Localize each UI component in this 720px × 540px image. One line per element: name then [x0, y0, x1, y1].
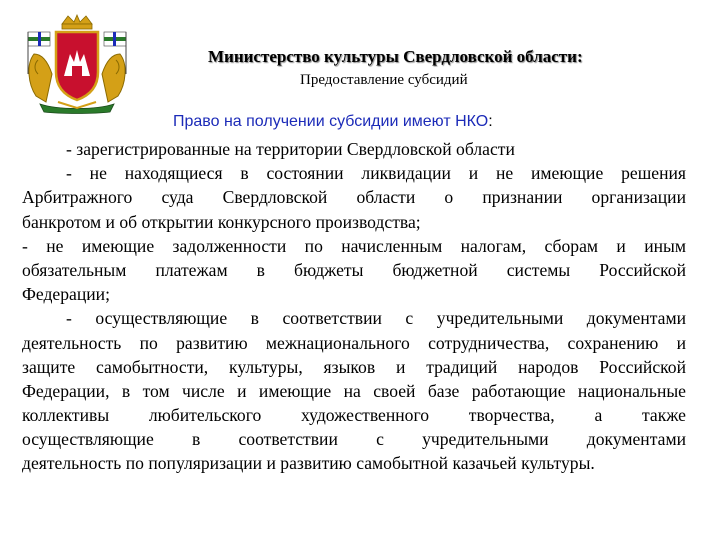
text-line: банкротом и об открытии конкурсного производства;	[22, 211, 421, 232]
rights-heading-text: Право на получении субсидии имеют НКО	[173, 113, 489, 130]
text-line: обязательным платежам в бюджеты бюджетной системы Российской	[22, 259, 686, 280]
text-line: защите самобытности, культуры, языков и традиций народов Российской	[22, 356, 686, 377]
eligibility-text	[22, 137, 686, 476]
text-line: Арбитражного суда Свердловской области о признании организации	[22, 187, 686, 208]
ministry-title: Министерство культуры Свердловской области:	[208, 47, 583, 66]
text-line: деятельность по развитию межнационального сотрудничества, сохранению и	[22, 332, 686, 353]
text-line: - не имеющие задолженности по начисленным налогам, сборам и иным	[22, 235, 686, 256]
rights-heading-colon: :	[488, 113, 493, 130]
text-line: - осуществляющие в соответствии с учредительными документами	[66, 308, 686, 329]
page-subtitle: Предоставление субсидий	[300, 72, 468, 88]
sverdlovsk-coat-of-arms-icon	[18, 14, 136, 114]
text-line: Федерации;	[22, 284, 110, 305]
text-line: - зарегистрированные на территории Свердловской области	[66, 139, 515, 159]
rights-heading	[173, 113, 493, 131]
text-line: Федерации, в том числе и имеющие на своей базе работающие национальные	[22, 380, 686, 401]
text-line: осуществляющие в соответствии с учредительными документами	[22, 429, 686, 450]
text-line: - не находящиеся в состоянии ликвидации и не имеющие решения	[66, 163, 686, 184]
text-line: коллективы любительского художественного творчества, а также	[22, 405, 686, 426]
text-line: деятельность по популяризации и развитию самобытной казачьей культуры.	[22, 453, 595, 474]
